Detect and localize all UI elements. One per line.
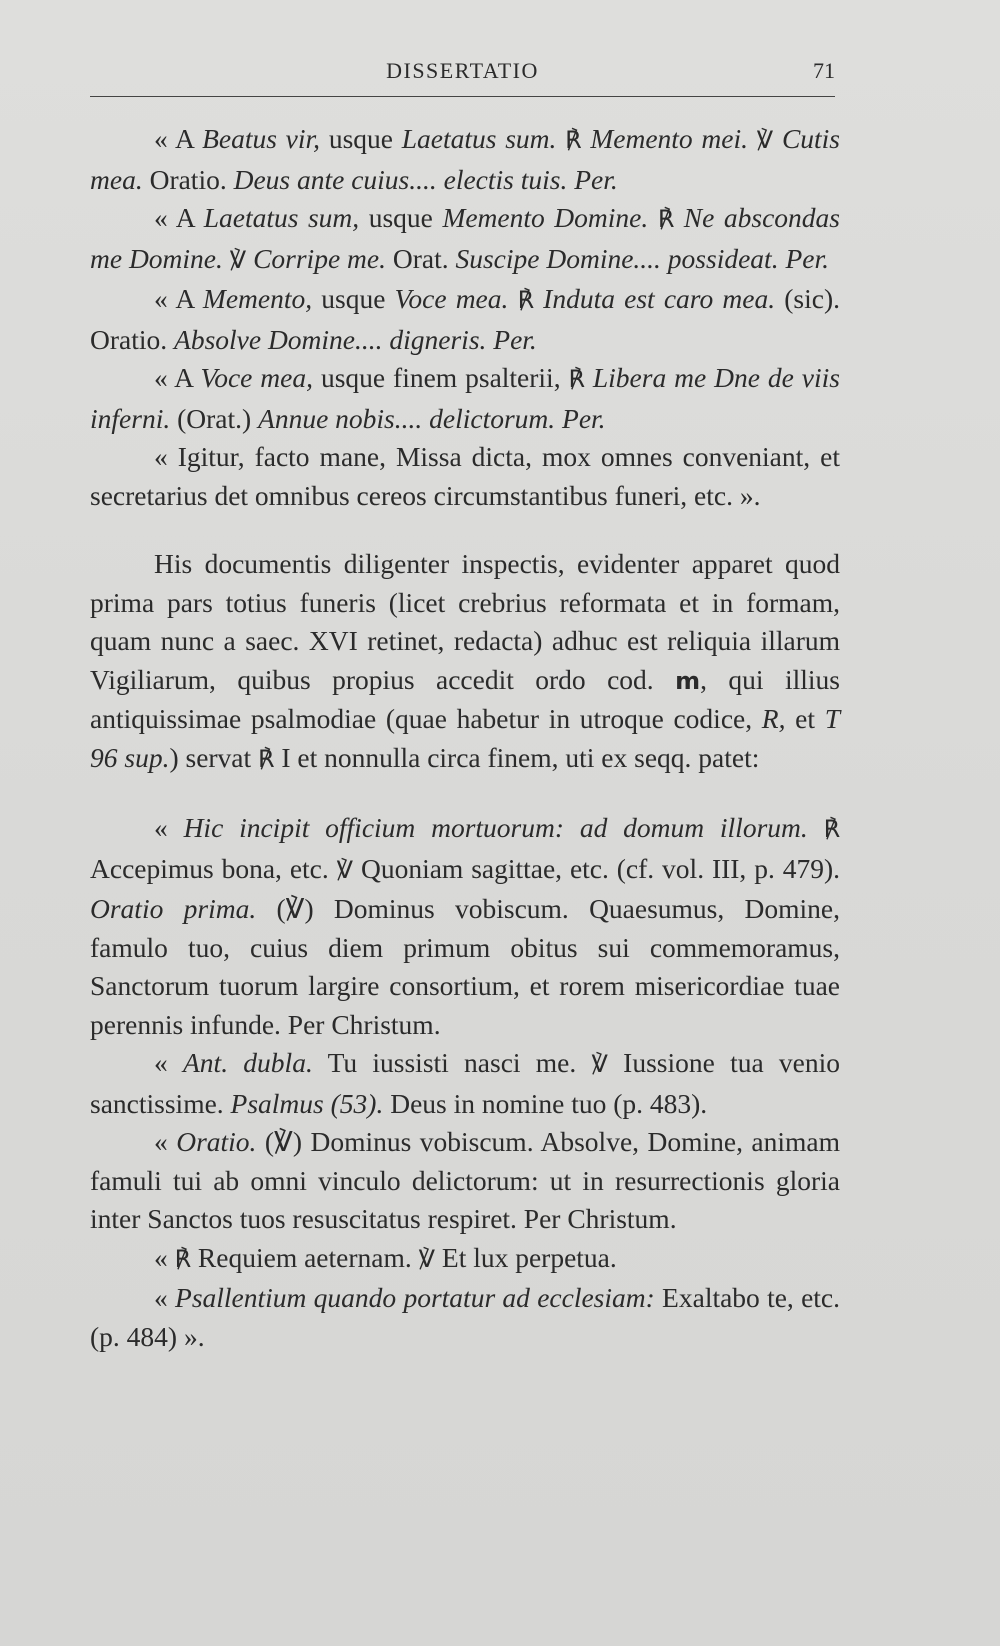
entry-2: « A Laetatus sum, usque Memento Domine. ℟ Ne abscondas me Domine. ℣ Corripe me. Orat. Suscipe Domine.... possideat. Per. xyxy=(90,202,840,274)
versicle-symbol: ℣ xyxy=(229,247,247,274)
response-symbol: ℟ xyxy=(565,128,582,154)
entry-3: « A Memento, usque Voce mea. ℟ Induta est caro mea. (sic). Oratio. Absolve Domine.... digneris. Per. xyxy=(90,283,840,355)
versicle-symbol: ℣ xyxy=(418,1246,436,1273)
response-symbol: ℟ xyxy=(517,288,534,314)
codex-siglum: m xyxy=(675,666,701,695)
main-paragraph: His documentis diligenter inspectis, evidenter apparet quod prima pars totius funeris (licet crebrius reformata et in formam, quam nunc a saec. XVI retinet, redacta) adhuc est reliquia illarum Vigiliarum, quibus propius accedit ordo cod. m, qui illius antiquissimae psalmodiae (quae habetur in utroque codice, R, et T 96 sup.) servat ℟ I et nonnulla circa finem, uti ex seqq. patet: xyxy=(90,548,840,773)
versicle-symbol: ℣ xyxy=(591,1052,608,1078)
entry-4: « A Voce mea, usque finem psalterii, ℟ Libera me Dne de viis inferni. (Orat.) Annue nobis.... delictorum. Per. xyxy=(90,362,840,434)
page-body xyxy=(90,120,840,1356)
quote-3: « Oratio. (℣) Dominus vobiscum. Absolve, Domine, animam famuli tui ab omni vinculo delictorum: ut in resurrectionis gloria inter Sanctos tuos resuscitatus respiret. Per Christum. xyxy=(90,1126,840,1234)
page-number: 71 xyxy=(813,58,835,83)
page-header xyxy=(90,52,835,97)
quote-1: « Hic incipit officium mortuorum: ad domum illorum. ℟ Accepimus bona, etc. ℣ Quoniam sagittae, etc. (cf. vol. III, p. 479). Oratio prima. (℣) Dominus vobiscum. Quaesumus, Domine, famulo tuo, cuius diem primum obitus sui commemoramus, Sanctorum tuorum largire consortium, et rorem misericordiae tuae perennis infunde. Per Christum. xyxy=(90,812,841,1040)
closing-quote: « Igitur, facto mane, Missa dicta, mox omnes conveniant, et secretarius det omnibus cereos circumstantibus funeri, etc. ». xyxy=(90,441,840,511)
quote-2: « Ant. dubla. Tu iussisti nasci me. ℣ Iussione tua venio sanctissime. Psalmus (53). Deus in nomine tuo (p. 483). xyxy=(90,1047,841,1119)
versicle-symbol: ℣ xyxy=(336,857,354,884)
response-symbol: ℟ xyxy=(657,207,675,233)
versicle-symbol: ℣ xyxy=(756,128,774,154)
quote-4: « ℟ Requiem aeternam. ℣ Et lux perpetua. xyxy=(154,1241,617,1273)
quote-5: « Psallentium quando portatur ad ecclesiam: Exaltabo te, etc. (p. 484) ». xyxy=(90,1282,841,1352)
response-symbol: ℟ xyxy=(174,1246,192,1273)
running-head: DISSERTATIO xyxy=(386,58,539,83)
response-symbol: ℟ xyxy=(258,746,275,773)
response-symbol: ℟ xyxy=(823,817,840,843)
response-symbol: ℟ xyxy=(568,367,585,393)
entry-1: « A Beatus vir, usque Laetatus sum. ℟ Memento mei. ℣ Cutis mea. Oratio. Deus ante cuius.... electis tuis. Per. xyxy=(90,123,841,195)
